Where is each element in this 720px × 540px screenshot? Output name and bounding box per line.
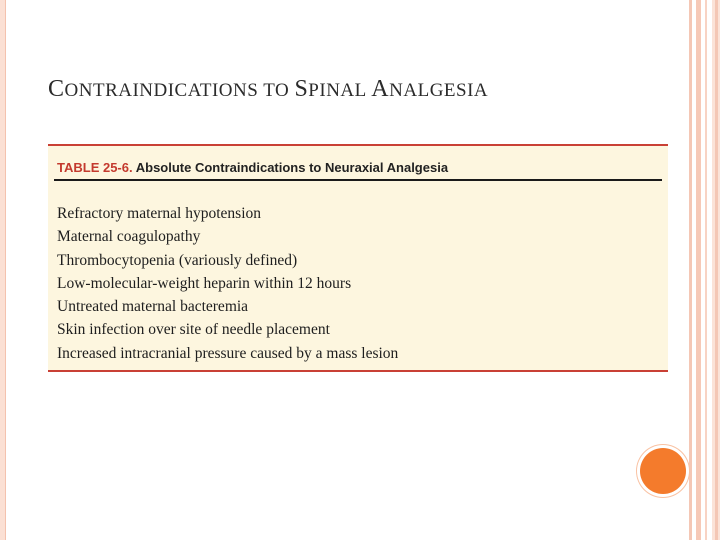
title-part: S [294,76,309,102]
table-divider [54,179,662,181]
right-stripe-decoration [705,0,707,540]
table-label: TABLE 25-6. [57,160,133,175]
title-part: A [371,76,390,102]
orange-circle-decoration [640,448,686,494]
title-part: PINAL [308,80,372,101]
table-caption [57,160,448,175]
right-stripe-decoration [696,0,701,540]
list-item: Untreated maternal bacteremia [57,298,249,316]
list-item: Thrombocytopenia (variously defined) [57,251,298,269]
list-item: Skin infection over site of needle placement [57,321,330,339]
list-item: Low-molecular-weight heparin within 12 hours [57,274,352,292]
list-item: Refractory maternal hypotension [57,205,262,222]
title-part: C [48,76,65,102]
list-item: Increased intracranial pressure caused by a mass lesion [57,344,399,362]
contraindication-list [57,202,398,365]
table-caption-text: Absolute Contraindications to Neuraxial Analgesia [135,160,449,175]
slide-title [48,76,488,103]
contraindications-table [48,144,668,372]
title-part: ONTRAINDICATIONS TO [64,80,295,101]
list-item: Maternal coagulopathy [57,228,201,246]
left-border-decoration [0,0,6,540]
title-part: NALGESIA [389,80,489,101]
right-stripe-decoration [689,0,692,540]
right-stripe-decoration [715,0,718,540]
